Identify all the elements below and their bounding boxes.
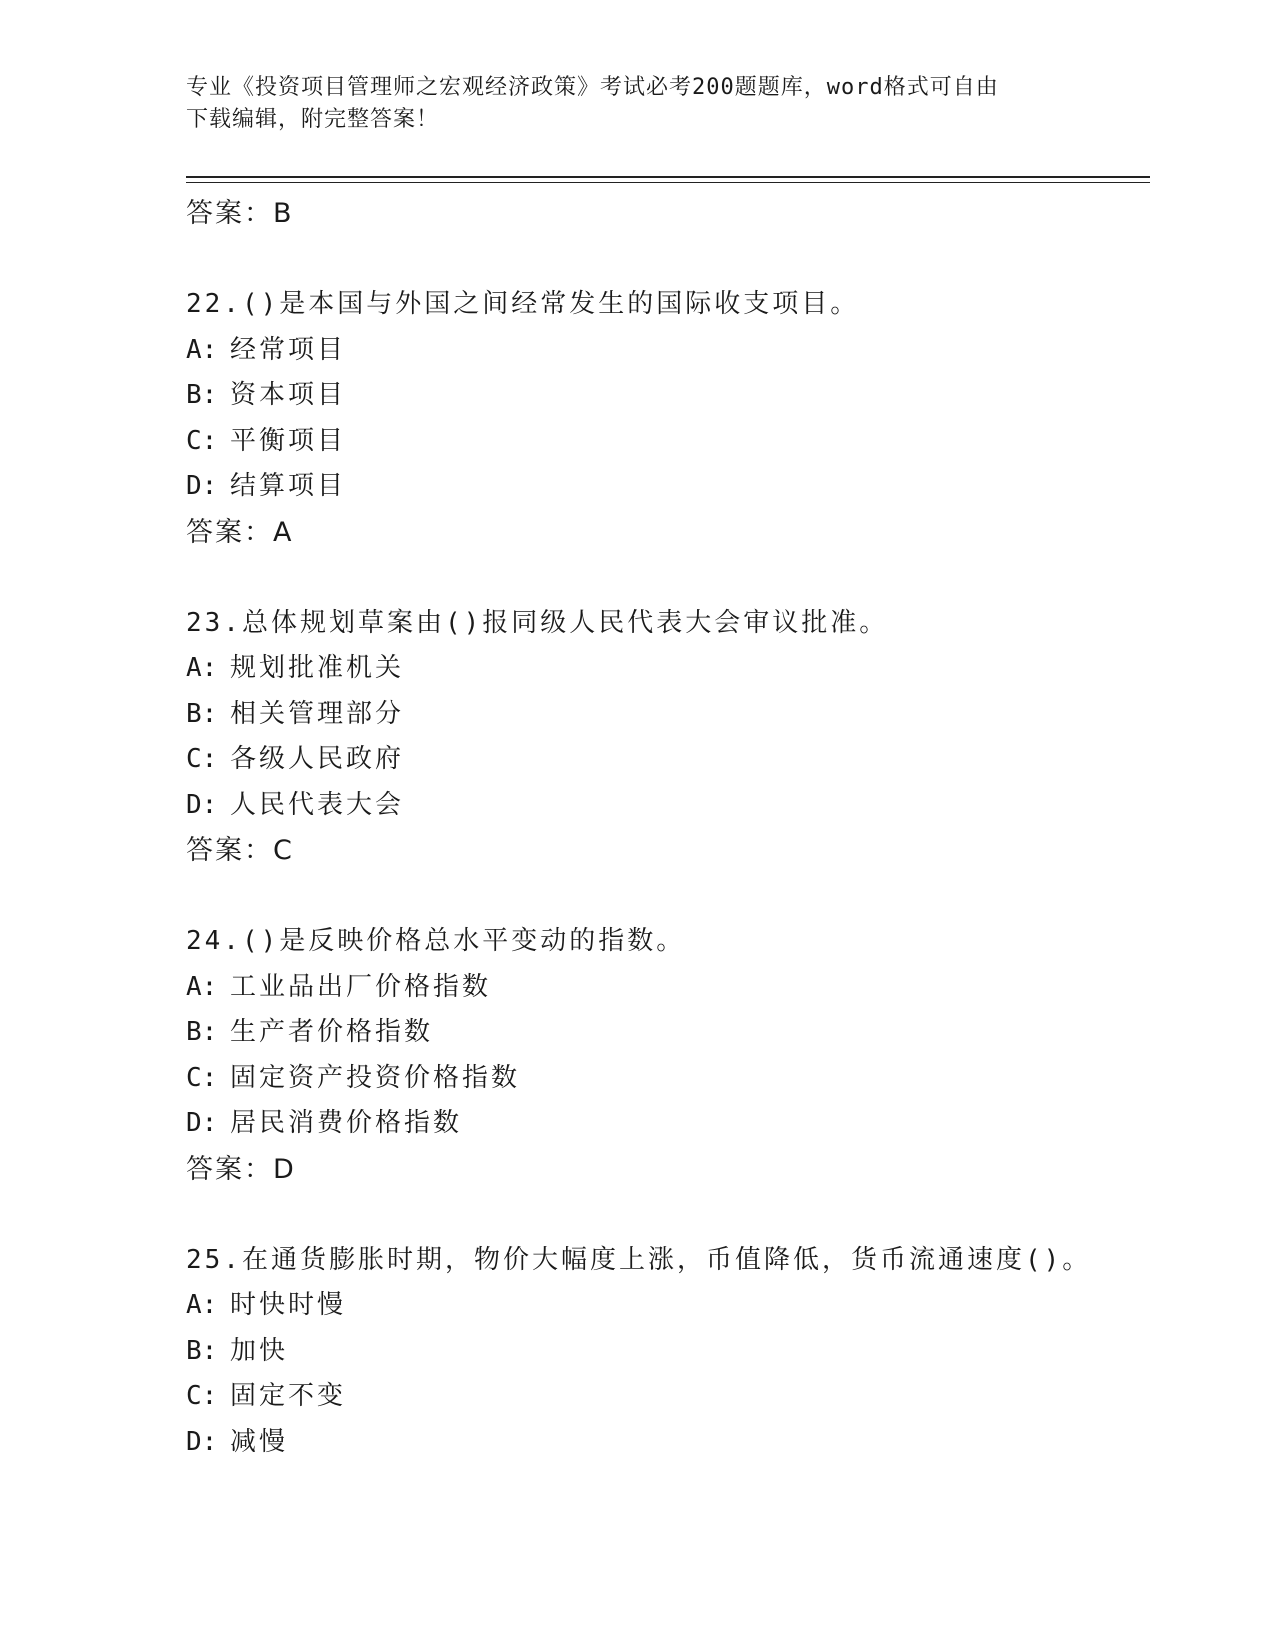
option-b: B: 加快 (186, 1335, 289, 1366)
header-line-1: 专业《投资项目管理师之宏观经济政策》考试必考200题题库，word格式可自由 (186, 75, 999, 100)
option-d: D: 结算项目 (186, 471, 347, 501)
question-stem: 25.在通货膨胀时期，物价大幅度上涨，币值降低，货币流通速度()。 (186, 1244, 1092, 1275)
option-d: D: 减慢 (186, 1426, 289, 1457)
option-a: A: 规划批准机关 (186, 653, 405, 683)
question-answer: 答案：D (186, 1153, 296, 1185)
option-b: B: 相关管理部分 (186, 698, 405, 729)
header-line-2: 下载编辑，附完整答案！ (186, 107, 440, 132)
option-c: C: 平衡项目 (186, 425, 347, 456)
option-c: C: 各级人民政府 (186, 744, 405, 774)
spacer (186, 874, 1150, 920)
question-block (186, 282, 1150, 555)
question-stem: 22.()是本国与外国之间经常发生的国际收支项目。 (186, 289, 860, 319)
option-c: C: 固定不变 (186, 1381, 347, 1411)
question-block (186, 1238, 1150, 1466)
question-stem: 23.总体规划草案由()报同级人民代表大会审议批准。 (186, 607, 889, 638)
option-a: A: 时快时慢 (186, 1290, 347, 1320)
option-b: B: 资本项目 (186, 380, 347, 410)
spacer (186, 1192, 1150, 1238)
previous-answer: 答案：B (186, 198, 294, 229)
header-divider-thin (186, 182, 1150, 183)
option-a: A: 经常项目 (186, 334, 347, 365)
header-divider-thick (186, 176, 1150, 178)
question-stem: 24.()是反映价格总水平变动的指数。 (186, 926, 686, 956)
option-b: B: 生产者价格指数 (186, 1017, 434, 1047)
spacer (186, 555, 1150, 601)
question-block (186, 919, 1150, 1192)
spacer (186, 237, 1150, 283)
option-d: D: 人民代表大会 (186, 789, 405, 820)
question-answer: 答案：C (186, 835, 294, 866)
option-d: D: 居民消费价格指数 (186, 1108, 463, 1138)
document-header (186, 72, 1086, 136)
option-a: A: 工业品出厂价格指数 (186, 971, 492, 1002)
question-list (186, 191, 1150, 1465)
option-c: C: 固定资产投资价格指数 (186, 1062, 521, 1093)
question-block (186, 601, 1150, 874)
question-answer: 答案：A (186, 516, 294, 548)
